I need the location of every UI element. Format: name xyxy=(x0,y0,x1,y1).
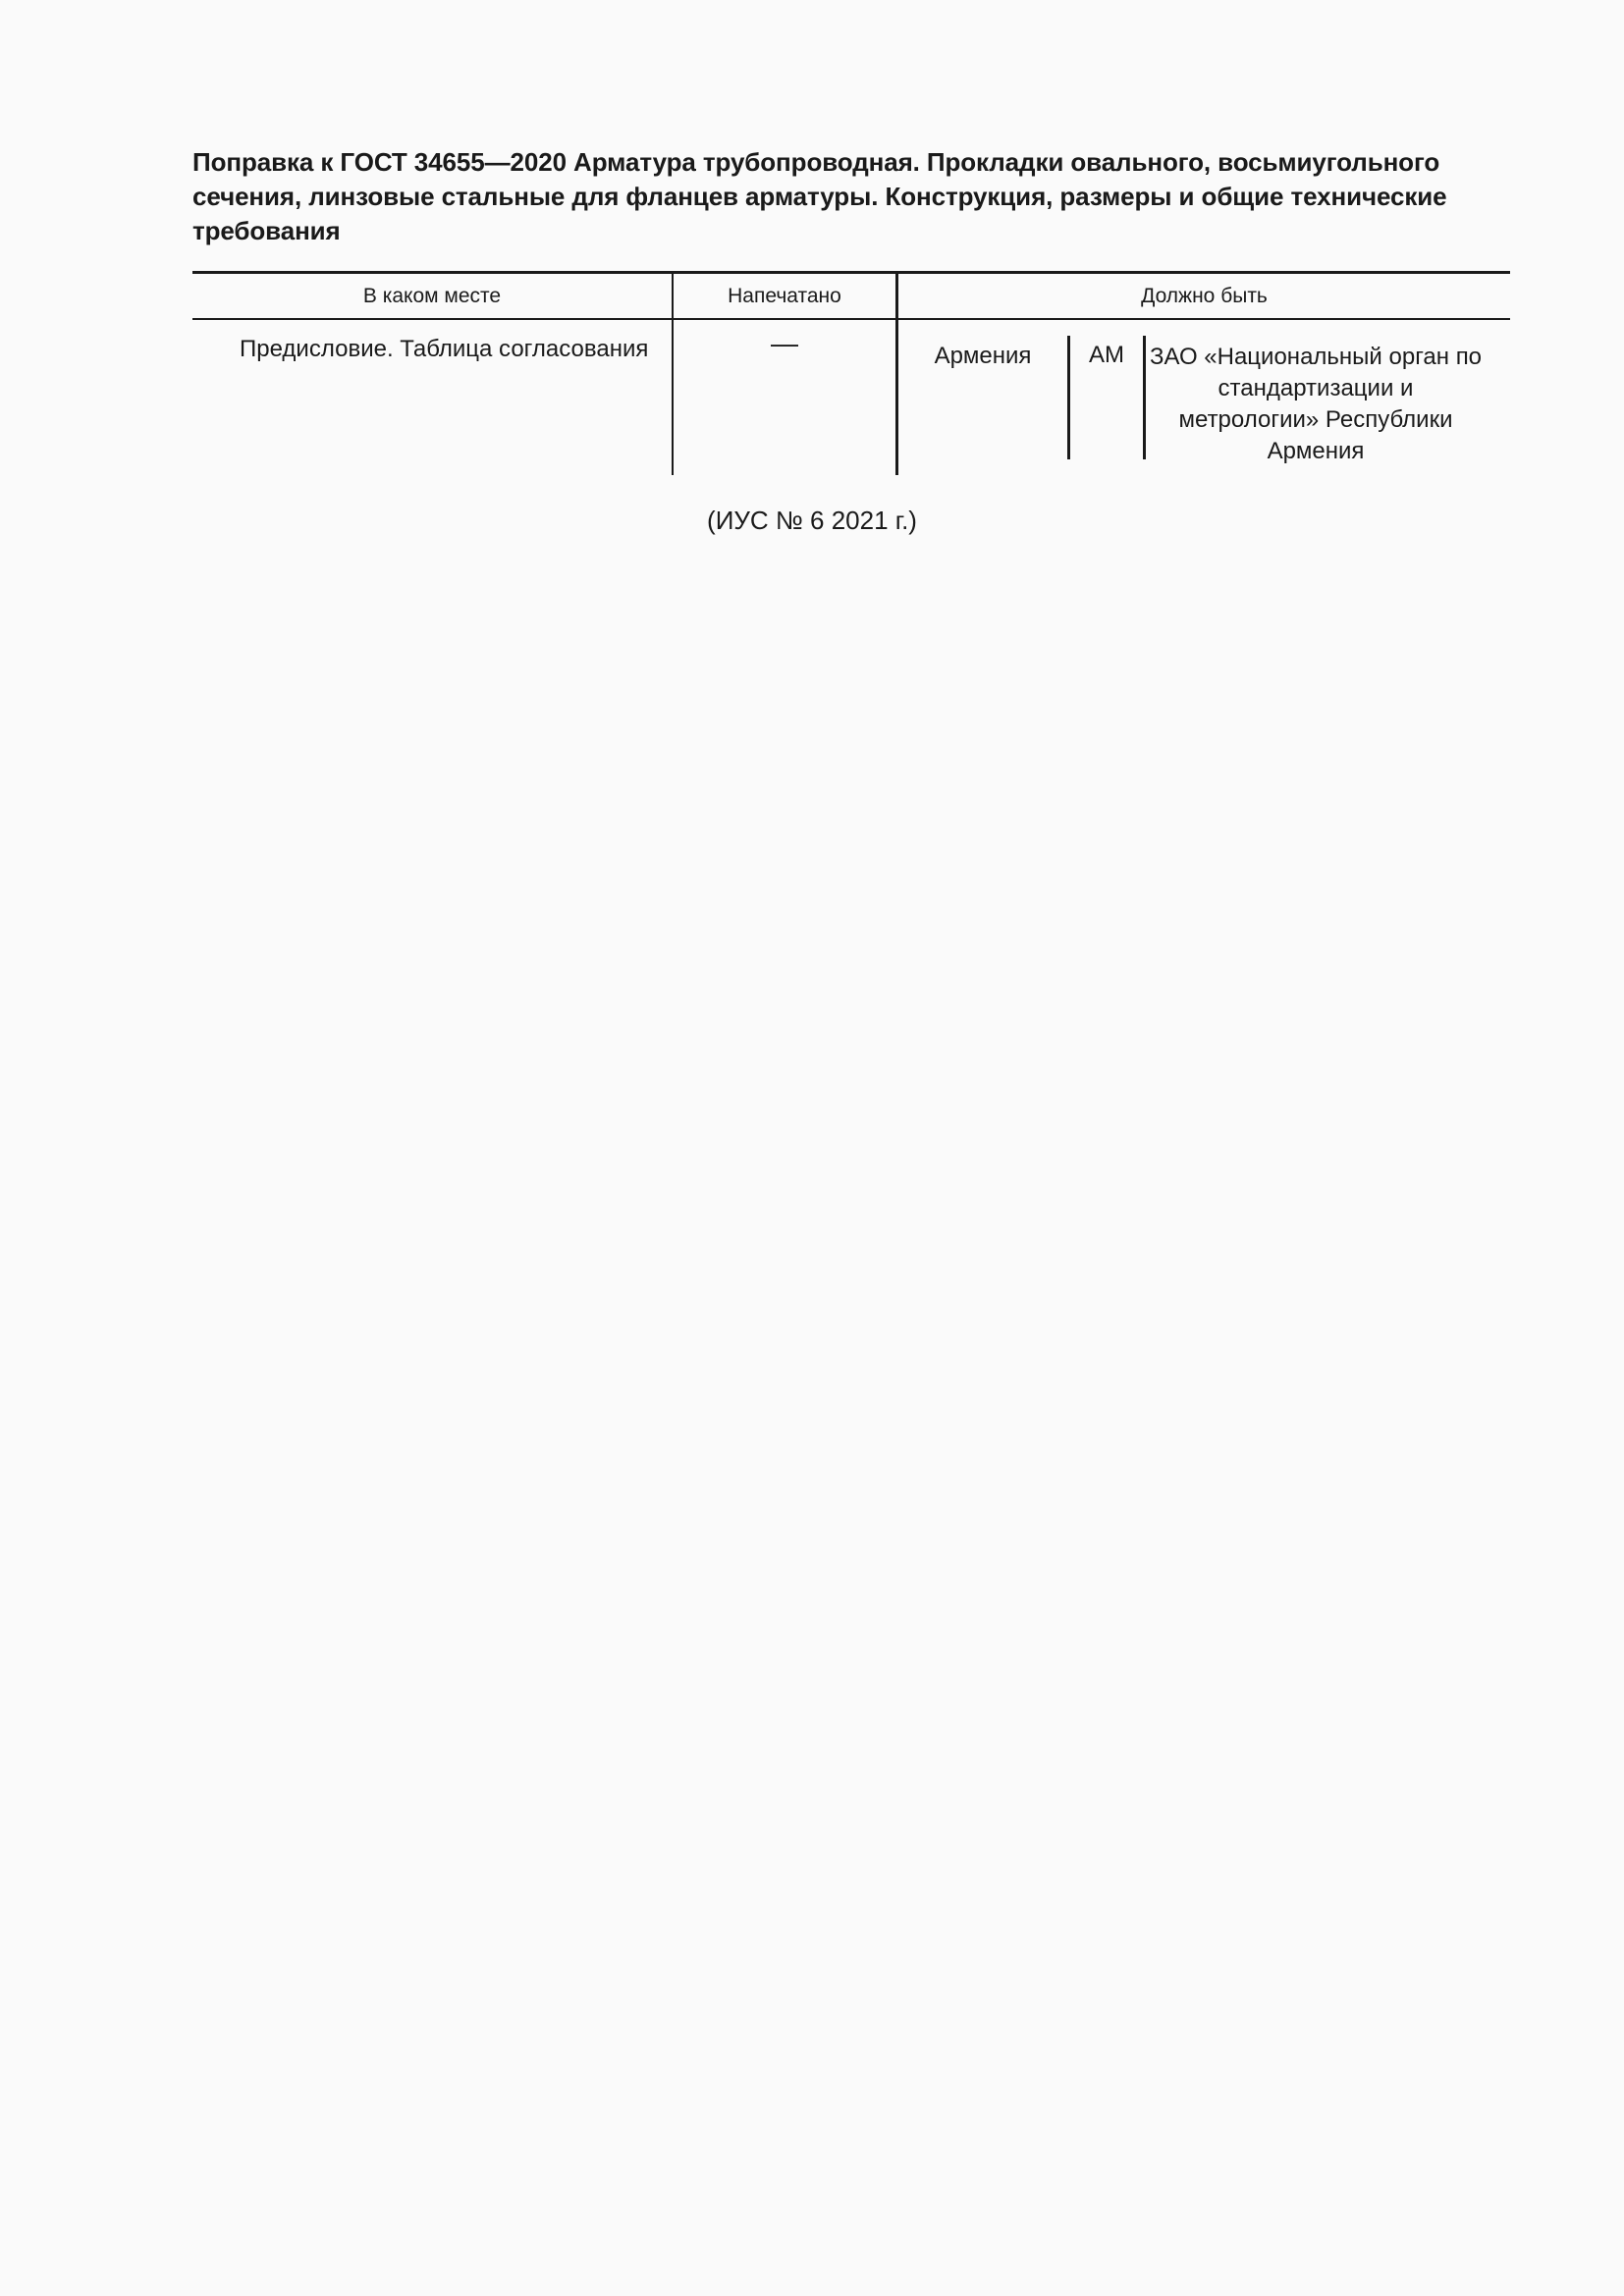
cell-country: Армения xyxy=(934,343,1032,369)
cell-organization: ЗАО «Национальный орган по стандартизации и метрологии» Республики Армения xyxy=(1149,344,1483,464)
header-where: В каком месте xyxy=(362,285,502,307)
cell-printed: — xyxy=(771,328,798,358)
document-title: Поправка к ГОСТ 34655—2020 Арматура трубопроводная. Прокладки овального, восьмиугольного сечения, линзовые стальные для фланцев арматуры. Конструкция, размеры и общие технические требования xyxy=(192,147,1447,245)
cell-where: Предисловие. Таблица согласования xyxy=(240,336,649,362)
publication-reference: (ИУС № 6 2021 г.) xyxy=(707,506,917,535)
table-header-rule xyxy=(192,318,1510,320)
header-printed: Напечатано xyxy=(728,285,841,307)
cell-country-code: AM xyxy=(1089,342,1124,368)
table-top-rule xyxy=(192,271,1510,274)
subcolumn-divider-2 xyxy=(1143,336,1146,459)
header-should-be: Должно быть xyxy=(1141,285,1268,307)
